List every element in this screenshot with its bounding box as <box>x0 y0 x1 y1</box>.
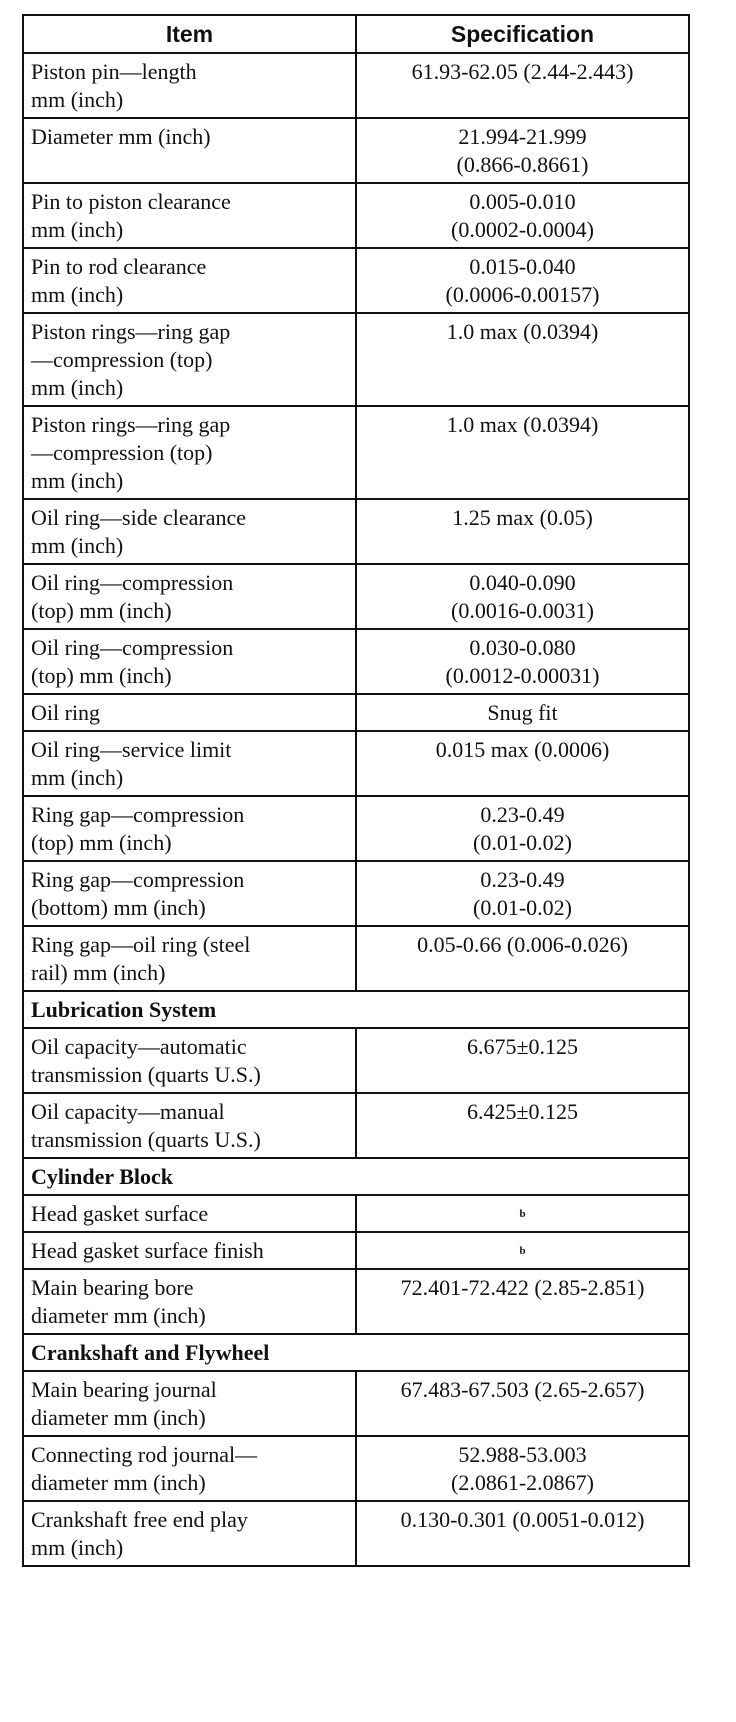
item-text: mm (inch) <box>31 87 124 112</box>
item-text: Ring gap—oil ring (steel <box>31 932 251 957</box>
item-text: Oil ring <box>31 700 101 725</box>
specification-cell <box>356 1436 689 1501</box>
item-cell <box>23 406 356 499</box>
table-row <box>23 629 689 694</box>
item-cell <box>23 1232 356 1269</box>
item-text: Diameter mm (inch) <box>31 124 211 149</box>
item-text: diameter mm (inch) <box>31 1405 206 1430</box>
specification-text: 0.05-0.66 (0.006-0.026) <box>417 932 628 957</box>
section-heading <box>23 1334 689 1371</box>
item-text: mm (inch) <box>31 1535 124 1560</box>
specification-text: (0.01-0.02) <box>473 895 572 920</box>
specification-text: (0.0002-0.0004) <box>451 217 594 242</box>
specification-text: 0.040-0.090 <box>469 570 576 595</box>
specification-text: 0.005-0.010 <box>469 189 576 214</box>
item-text: Crankshaft free end play <box>31 1507 248 1532</box>
specification-cell <box>356 499 689 564</box>
item-text: Head gasket surface <box>31 1201 209 1226</box>
item-text: (top) mm (inch) <box>31 663 172 688</box>
specification-text: 1.0 max (0.0394) <box>446 319 599 344</box>
specification-text: (0.0012-0.00031) <box>445 663 600 688</box>
specification-text: 67.483-67.503 (2.65-2.657) <box>400 1377 645 1402</box>
item-cell <box>23 694 356 731</box>
specification-text: 1.25 max (0.05) <box>452 505 593 530</box>
item-text: transmission (quarts U.S.) <box>31 1062 261 1087</box>
item-text: diameter mm (inch) <box>31 1470 206 1495</box>
table-row <box>23 1028 689 1093</box>
specification-text: 0.030-0.080 <box>469 635 576 660</box>
item-cell <box>23 248 356 313</box>
specification-text: (2.0861-2.0867) <box>451 1470 594 1495</box>
item-cell <box>23 1195 356 1232</box>
item-text: Ring gap—compression <box>31 867 245 892</box>
item-text: Piston pin—length <box>31 59 197 84</box>
item-text: diameter mm (inch) <box>31 1303 206 1328</box>
specification-text: Snug fit <box>487 700 558 725</box>
item-text: Oil ring—compression <box>31 570 234 595</box>
specification-cell <box>356 313 689 406</box>
item-cell <box>23 53 356 118</box>
specification-cell <box>356 1028 689 1093</box>
spec-document <box>22 14 688 1567</box>
specification-cell <box>356 731 689 796</box>
section-heading <box>23 1158 689 1195</box>
item-text: Pin to rod clearance <box>31 254 207 279</box>
item-text: Pin to piston clearance <box>31 189 231 214</box>
item-cell <box>23 1269 356 1334</box>
section-heading-text: Lubrication System <box>31 997 217 1022</box>
specification-text: 0.130-0.301 (0.0051-0.012) <box>400 1507 645 1532</box>
section-heading <box>23 991 689 1028</box>
item-cell <box>23 731 356 796</box>
table-row <box>23 796 689 861</box>
item-text: (bottom) mm (inch) <box>31 895 206 920</box>
item-cell <box>23 1028 356 1093</box>
item-text: Oil ring—side clearance <box>31 505 247 530</box>
item-text: Main bearing journal <box>31 1377 217 1402</box>
header-row <box>23 15 689 53</box>
specification-text: 6.675±0.125 <box>466 1034 579 1059</box>
specification-text: 0.015-0.040 <box>469 254 576 279</box>
section-row <box>23 991 689 1028</box>
specification-text: 21.994-21.999 <box>458 124 587 149</box>
specification-text: 0.015 max (0.0006) <box>435 737 610 762</box>
table-row <box>23 183 689 248</box>
item-text: rail) mm (inch) <box>31 960 166 985</box>
specification-cell <box>356 926 689 991</box>
specification-cell <box>356 1093 689 1158</box>
specification-table <box>22 14 690 1567</box>
table-row <box>23 1195 689 1232</box>
specification-cell <box>356 861 689 926</box>
table-row <box>23 118 689 183</box>
specification-cell <box>356 1269 689 1334</box>
item-text: —compression (top) <box>31 347 213 372</box>
table-row <box>23 313 689 406</box>
specification-cell <box>356 796 689 861</box>
footnote-reference-cell <box>356 1195 689 1232</box>
specification-text: (0.0006-0.00157) <box>445 282 600 307</box>
item-text: mm (inch) <box>31 282 124 307</box>
item-cell <box>23 313 356 406</box>
specification-text: (0.866-0.8661) <box>456 152 589 177</box>
item-text: mm (inch) <box>31 375 124 400</box>
specification-text: 52.988-53.003 <box>458 1442 587 1467</box>
section-heading-text: Crankshaft and Flywheel <box>31 1340 270 1365</box>
item-text: Oil ring—compression <box>31 635 234 660</box>
item-text: Main bearing bore <box>31 1275 194 1300</box>
item-text: Connecting rod journal— <box>31 1442 258 1467</box>
item-text: mm (inch) <box>31 217 124 242</box>
item-text: (top) mm (inch) <box>31 830 172 855</box>
specification-text: (0.01-0.02) <box>473 830 572 855</box>
specification-cell <box>356 629 689 694</box>
specification-text: 61.93-62.05 (2.44-2.443) <box>411 59 634 84</box>
footnote-marker: b <box>519 1208 526 1220</box>
specification-text: 72.401-72.422 (2.85-2.851) <box>400 1275 645 1300</box>
table-row <box>23 1436 689 1501</box>
column-header-specification: Specification <box>356 15 689 53</box>
item-text: Oil ring—service limit <box>31 737 232 762</box>
item-cell <box>23 499 356 564</box>
item-text: mm (inch) <box>31 765 124 790</box>
item-cell <box>23 926 356 991</box>
table-row <box>23 1232 689 1269</box>
specification-text: 6.425±0.125 <box>466 1099 579 1124</box>
item-cell <box>23 118 356 183</box>
table-row <box>23 248 689 313</box>
item-cell <box>23 796 356 861</box>
item-text: (top) mm (inch) <box>31 598 172 623</box>
specification-cell <box>356 406 689 499</box>
item-text: Ring gap—compression <box>31 802 245 827</box>
item-cell <box>23 1093 356 1158</box>
footnote-marker: b <box>519 1245 526 1257</box>
item-cell <box>23 1501 356 1566</box>
table-row <box>23 694 689 731</box>
specification-text: 0.23-0.49 <box>480 802 565 827</box>
table-row <box>23 406 689 499</box>
item-text: transmission (quarts U.S.) <box>31 1127 261 1152</box>
item-text: Oil capacity—manual <box>31 1099 225 1124</box>
table-row <box>23 1501 689 1566</box>
column-header-item: Item <box>23 15 356 53</box>
specification-cell <box>356 248 689 313</box>
section-row <box>23 1334 689 1371</box>
specification-cell <box>356 694 689 731</box>
table-row <box>23 1371 689 1436</box>
item-text: mm (inch) <box>31 533 124 558</box>
specification-text: (0.0016-0.0031) <box>451 598 594 623</box>
item-text: mm (inch) <box>31 468 124 493</box>
item-cell <box>23 564 356 629</box>
item-text: Piston rings—ring gap <box>31 319 231 344</box>
table-row <box>23 926 689 991</box>
table-row <box>23 861 689 926</box>
specification-cell <box>356 1371 689 1436</box>
item-text: Oil capacity—automatic <box>31 1034 247 1059</box>
item-cell <box>23 629 356 694</box>
specification-text: 1.0 max (0.0394) <box>446 412 599 437</box>
footnote-reference-cell <box>356 1232 689 1269</box>
table-row <box>23 731 689 796</box>
item-cell <box>23 183 356 248</box>
table-body <box>23 53 689 1566</box>
item-cell <box>23 861 356 926</box>
specification-cell <box>356 183 689 248</box>
section-row <box>23 1158 689 1195</box>
table-row <box>23 499 689 564</box>
item-text: Head gasket surface finish <box>31 1238 264 1263</box>
specification-cell <box>356 118 689 183</box>
table-row <box>23 564 689 629</box>
item-cell <box>23 1436 356 1501</box>
table-row <box>23 1093 689 1158</box>
section-heading-text: Cylinder Block <box>31 1164 174 1189</box>
table-row <box>23 53 689 118</box>
item-text: Piston rings—ring gap <box>31 412 231 437</box>
specification-cell <box>356 53 689 118</box>
specification-cell <box>356 564 689 629</box>
table-row <box>23 1269 689 1334</box>
item-text: —compression (top) <box>31 440 213 465</box>
specification-text: 0.23-0.49 <box>480 867 565 892</box>
item-cell <box>23 1371 356 1436</box>
specification-cell <box>356 1501 689 1566</box>
